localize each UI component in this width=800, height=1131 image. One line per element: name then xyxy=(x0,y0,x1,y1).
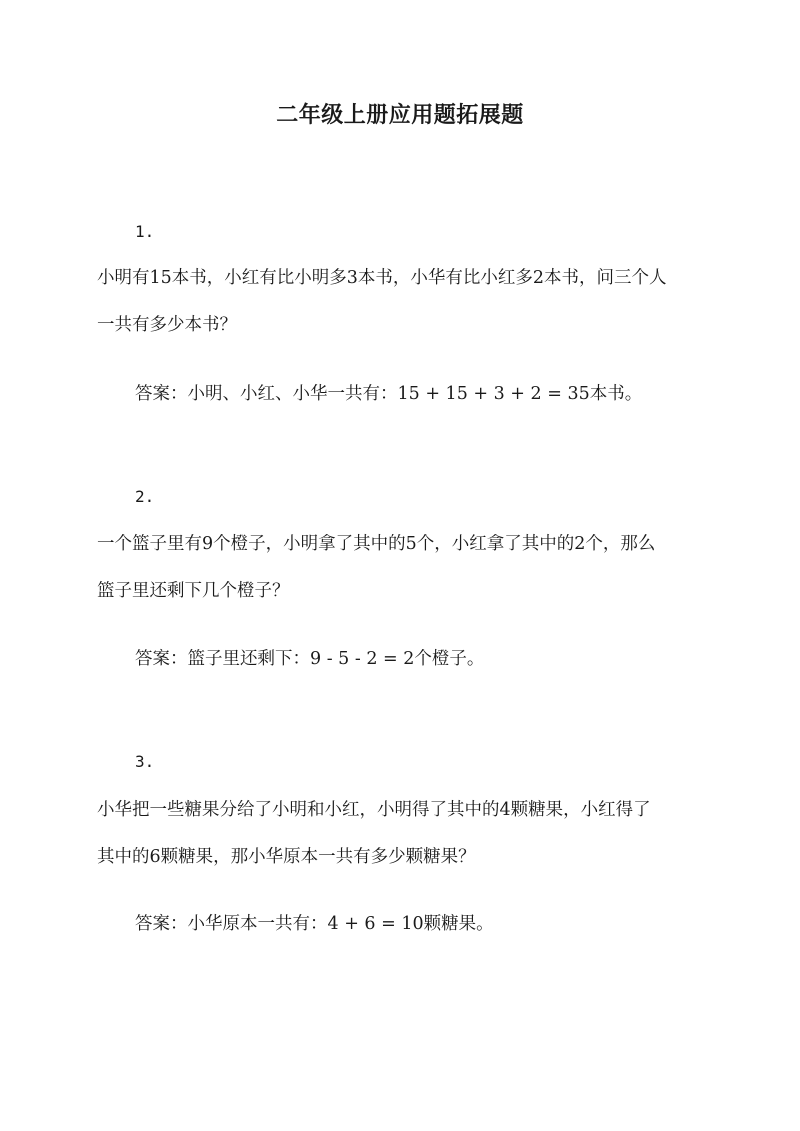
question-2-answer: 答案：篮子里还剩下：9 - 5 - 2 = 2个橙子。 xyxy=(135,649,485,669)
question-1-line-2: 一共有多少本书？ xyxy=(97,315,237,335)
question-2-line-2: 篮子里还剩下几个橙子？ xyxy=(97,581,290,601)
question-3-line-1: 小华把一些糖果分给了小明和小红，小明得了其中的4颗糖果，小红得了 xyxy=(97,800,651,820)
question-3-answer: 答案：小华原本一共有：4 + 6 = 10颗糖果。 xyxy=(135,914,494,934)
question-2-line-1: 一个篮子里有9个橙子，小明拿了其中的5个，小红拿了其中的2个，那么 xyxy=(97,534,656,554)
question-1-number: 1. xyxy=(135,222,155,241)
question-1-text xyxy=(97,255,707,349)
question-3-text xyxy=(97,787,707,881)
question-1-line-1: 小明有15本书，小红有比小明多3本书，小华有比小红多2本书，问三个人 xyxy=(97,268,667,288)
question-1-answer: 答案：小明、小红、小华一共有：15 + 15 + 3 + 2 = 35本书。 xyxy=(135,384,643,404)
page-title: 二年级上册应用题拓展题 xyxy=(276,102,524,128)
question-2-number: 2. xyxy=(135,487,155,506)
question-3-line-2: 其中的6颗糖果，那小华原本一共有多少颗糖果？ xyxy=(97,847,476,867)
question-3-number: 3. xyxy=(135,752,155,771)
question-2-text xyxy=(97,521,707,615)
